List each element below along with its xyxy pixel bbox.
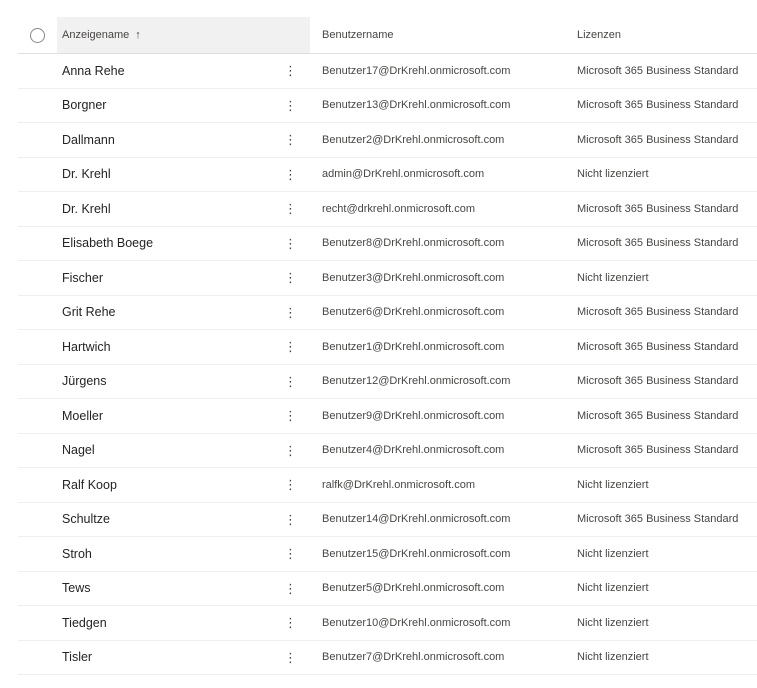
display-name-link[interactable]: Ralf Koop	[62, 477, 117, 492]
license-cell: Nicht lizenziert	[577, 271, 649, 284]
more-actions-icon[interactable]: ⋮	[284, 166, 297, 182]
row-select-cell	[18, 537, 57, 571]
table-row	[18, 434, 757, 469]
username-cell: Benutzer4@DrKrehl.onmicrosoft.com	[322, 444, 505, 457]
display-name-cell	[57, 434, 310, 468]
more-actions-icon[interactable]: ⋮	[284, 201, 297, 217]
username-cell: admin@DrKrehl.onmicrosoft.com	[322, 168, 485, 181]
license-cell: Nicht lizenziert	[577, 478, 649, 491]
row-select-cell	[18, 503, 57, 537]
username-cell: Benutzer12@DrKrehl.onmicrosoft.com	[322, 375, 511, 388]
display-name-link[interactable]: Nagel	[62, 443, 95, 458]
table-row	[18, 54, 757, 89]
display-name-cell	[57, 572, 310, 606]
license-cell: Nicht lizenziert	[577, 651, 649, 664]
display-name-cell	[57, 330, 310, 364]
more-actions-icon[interactable]: ⋮	[284, 477, 297, 493]
display-name-link[interactable]: Dr. Krehl	[62, 167, 111, 182]
more-actions-icon[interactable]: ⋮	[284, 580, 297, 596]
more-actions-icon[interactable]: ⋮	[284, 270, 297, 286]
sort-ascending-icon: ↑	[135, 29, 141, 41]
username-cell: Benutzer2@DrKrehl.onmicrosoft.com	[322, 133, 505, 146]
display-name-link[interactable]: Schultze	[62, 512, 110, 527]
license-cell: Nicht lizenziert	[577, 547, 649, 560]
row-select-cell	[18, 227, 57, 261]
display-name-cell	[57, 641, 310, 675]
table-row	[18, 158, 757, 193]
display-name-cell	[57, 606, 310, 640]
more-actions-icon[interactable]: ⋮	[284, 615, 297, 631]
more-actions-icon[interactable]: ⋮	[284, 442, 297, 458]
more-actions-icon[interactable]: ⋮	[284, 511, 297, 527]
username-cell: Benutzer5@DrKrehl.onmicrosoft.com	[322, 582, 505, 595]
username-cell: Benutzer8@DrKrehl.onmicrosoft.com	[322, 237, 505, 250]
display-name-link[interactable]: Anna Rehe	[62, 63, 125, 78]
column-header-label: Lizenzen	[577, 29, 622, 41]
display-name-cell	[57, 54, 310, 88]
row-select-cell	[18, 434, 57, 468]
select-all-checkbox[interactable]	[30, 28, 45, 43]
more-actions-icon[interactable]: ⋮	[284, 63, 297, 79]
table-row	[18, 365, 757, 400]
license-cell: Microsoft 365 Business Standard	[577, 444, 739, 457]
display-name-link[interactable]: Tews	[62, 581, 91, 596]
more-actions-icon[interactable]: ⋮	[284, 304, 297, 320]
display-name-link[interactable]: Hartwich	[62, 339, 111, 354]
row-select-cell	[18, 89, 57, 123]
table-row	[18, 399, 757, 434]
license-cell: Nicht lizenziert	[577, 616, 649, 629]
row-select-cell	[18, 468, 57, 502]
license-cell: Microsoft 365 Business Standard	[577, 64, 739, 77]
username-cell: Benutzer6@DrKrehl.onmicrosoft.com	[322, 306, 505, 319]
display-name-cell	[57, 468, 310, 502]
display-name-cell	[57, 227, 310, 261]
row-select-cell	[18, 399, 57, 433]
display-name-link[interactable]: Borgner	[62, 98, 107, 113]
license-cell: Nicht lizenziert	[577, 168, 649, 181]
row-select-cell	[18, 261, 57, 295]
display-name-link[interactable]: Dr. Krehl	[62, 201, 111, 216]
license-cell: Microsoft 365 Business Standard	[577, 340, 739, 353]
license-cell: Microsoft 365 Business Standard	[577, 375, 739, 388]
more-actions-icon[interactable]: ⋮	[284, 235, 297, 251]
display-name-link[interactable]: Moeller	[62, 408, 103, 423]
table-row	[18, 227, 757, 262]
username-cell: Benutzer7@DrKrehl.onmicrosoft.com	[322, 651, 505, 664]
more-actions-icon[interactable]: ⋮	[284, 97, 297, 113]
display-name-link[interactable]: Elisabeth Boege	[62, 236, 154, 251]
row-select-cell	[18, 54, 57, 88]
username-cell: Benutzer14@DrKrehl.onmicrosoft.com	[322, 513, 511, 526]
display-name-link[interactable]: Fischer	[62, 270, 103, 285]
display-name-cell	[57, 192, 310, 226]
display-name-cell	[57, 123, 310, 157]
table-row	[18, 261, 757, 296]
table-row	[18, 537, 757, 572]
display-name-cell	[57, 365, 310, 399]
display-name-cell	[57, 296, 310, 330]
more-actions-icon[interactable]: ⋮	[284, 546, 297, 562]
row-select-cell	[18, 606, 57, 640]
display-name-link[interactable]: Tiedgen	[62, 615, 107, 630]
table-row	[18, 468, 757, 503]
display-name-link[interactable]: Grit Rehe	[62, 305, 116, 320]
table-row	[18, 503, 757, 538]
row-select-cell	[18, 123, 57, 157]
display-name-cell	[57, 89, 310, 123]
username-cell: Benutzer3@DrKrehl.onmicrosoft.com	[322, 271, 505, 284]
username-cell: Benutzer17@DrKrehl.onmicrosoft.com	[322, 64, 511, 77]
column-header-anzeigename[interactable]	[57, 17, 310, 53]
column-header-lizenzen[interactable]	[565, 17, 757, 53]
display-name-cell	[57, 399, 310, 433]
license-cell: Microsoft 365 Business Standard	[577, 409, 739, 422]
table-row	[18, 641, 757, 676]
row-select-cell	[18, 158, 57, 192]
more-actions-icon[interactable]: ⋮	[284, 132, 297, 148]
table-row	[18, 296, 757, 331]
row-select-cell	[18, 330, 57, 364]
table-row	[18, 192, 757, 227]
license-cell: Nicht lizenziert	[577, 582, 649, 595]
display-name-cell	[57, 503, 310, 537]
display-name-link[interactable]: Jürgens	[62, 374, 107, 389]
row-select-cell	[18, 192, 57, 226]
display-name-cell	[57, 158, 310, 192]
license-cell: Microsoft 365 Business Standard	[577, 202, 739, 215]
display-name-cell	[57, 537, 310, 571]
license-cell: Microsoft 365 Business Standard	[577, 513, 739, 526]
license-cell: Microsoft 365 Business Standard	[577, 99, 739, 112]
username-cell: Benutzer15@DrKrehl.onmicrosoft.com	[322, 547, 511, 560]
row-select-cell	[18, 572, 57, 606]
row-select-cell	[18, 365, 57, 399]
user-list-table	[18, 17, 757, 675]
column-header-label: Anzeigename	[62, 29, 130, 41]
column-header-label: Benutzername	[322, 29, 394, 41]
display-name-cell	[57, 261, 310, 295]
table-row	[18, 123, 757, 158]
table-row	[18, 572, 757, 607]
more-actions-icon[interactable]: ⋮	[284, 373, 297, 389]
table-row	[18, 330, 757, 365]
table-row	[18, 606, 757, 641]
table-row	[18, 89, 757, 124]
license-cell: Microsoft 365 Business Standard	[577, 237, 739, 250]
table-body	[18, 54, 757, 675]
display-name-link[interactable]: Dallmann	[62, 132, 115, 147]
license-cell: Microsoft 365 Business Standard	[577, 133, 739, 146]
more-actions-icon[interactable]: ⋮	[284, 339, 297, 355]
table-header-row	[18, 17, 757, 54]
username-cell: Benutzer9@DrKrehl.onmicrosoft.com	[322, 409, 505, 422]
license-cell: Microsoft 365 Business Standard	[577, 306, 739, 319]
username-cell: recht@drkrehl.onmicrosoft.com	[322, 202, 475, 215]
select-all-cell	[18, 17, 57, 53]
more-actions-icon[interactable]: ⋮	[284, 649, 297, 665]
display-name-link[interactable]: Stroh	[62, 546, 92, 561]
row-select-cell	[18, 296, 57, 330]
column-header-benutzername[interactable]	[310, 17, 565, 53]
username-cell: Benutzer13@DrKrehl.onmicrosoft.com	[322, 99, 511, 112]
username-cell: Benutzer1@DrKrehl.onmicrosoft.com	[322, 340, 505, 353]
display-name-link[interactable]: Tisler	[62, 650, 93, 665]
more-actions-icon[interactable]: ⋮	[284, 408, 297, 424]
username-cell: ralfk@DrKrehl.onmicrosoft.com	[322, 478, 475, 491]
row-select-cell	[18, 641, 57, 675]
username-cell: Benutzer10@DrKrehl.onmicrosoft.com	[322, 616, 511, 629]
